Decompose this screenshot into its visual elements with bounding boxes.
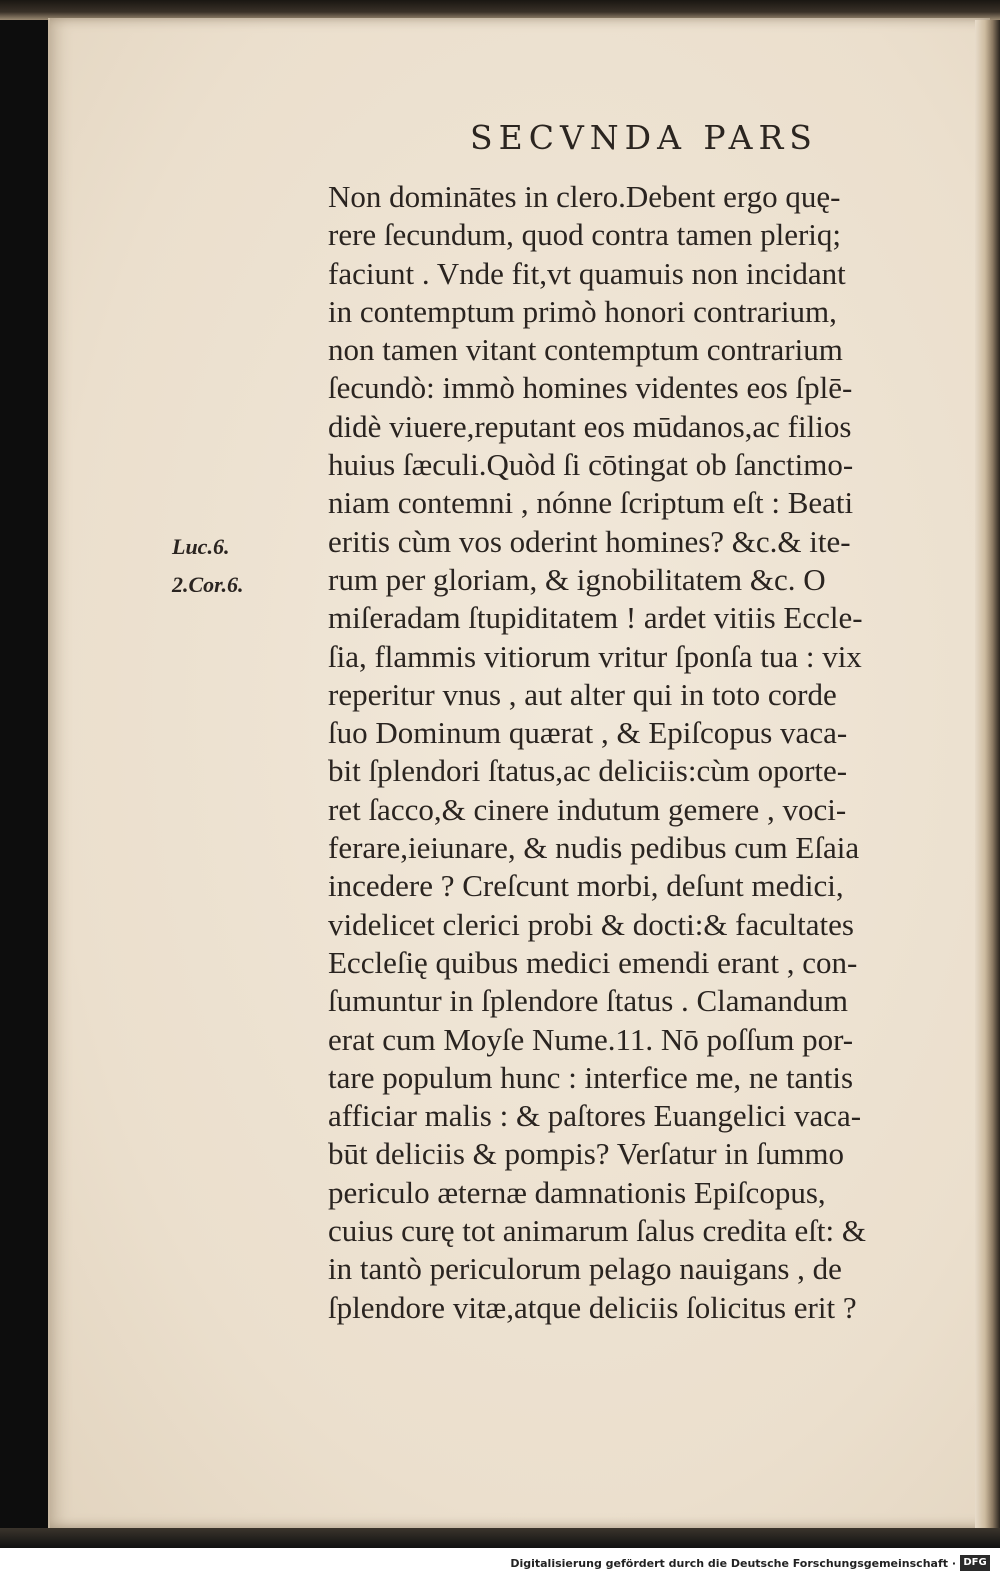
scan-top-edge bbox=[0, 0, 1000, 20]
scan-bottom-edge bbox=[0, 1528, 1000, 1548]
text-line: faciunt . Vnde fit,vt quamuis non incidant bbox=[328, 255, 846, 291]
text-line: ſumuntur in ſplendore ſtatus . Clamandum bbox=[328, 983, 849, 1019]
text-line: incedere ? Creſcunt morbi, deſunt medici, bbox=[328, 868, 844, 904]
text-line: ſplendore vitæ,atque deliciis ſolicitus erit ? bbox=[328, 1289, 857, 1325]
body-text bbox=[328, 178, 978, 1327]
text-line: ferare,ieiunare, & nudis pedibus cum Eſaia bbox=[328, 830, 860, 866]
marginal-note-corinthians: 2.Cor.6. bbox=[172, 572, 244, 597]
text-line: niam contemni , nónne ſcriptum eſt : Beati bbox=[328, 485, 854, 521]
page-edge bbox=[975, 20, 1000, 1530]
text-line: didè viuere,reputant eos mūdanos,ac filios bbox=[328, 408, 852, 444]
text-line: miſeradam ſtupiditatem ! ardet vitiis Eccle- bbox=[328, 600, 863, 636]
text-line: bit ſplendori ſtatus,ac deliciis:cùm oporte- bbox=[328, 753, 848, 789]
marginal-note-luke: Luc.6. bbox=[172, 534, 230, 559]
text-line: in contemptum primò honori contrarium, bbox=[328, 293, 837, 329]
digitization-footer bbox=[0, 1548, 1000, 1580]
text-line: rere ſecundum, quod contra tamen pleriq; bbox=[328, 217, 842, 253]
funding-credit: Digitalisierung gefördert durch die Deutsche Forschungsgemeinschaft · bbox=[510, 1557, 956, 1570]
text-line: reperitur vnus , aut alter qui in toto corde bbox=[328, 676, 837, 712]
text-line: ſia, flammis vitiorum vritur ſponſa tua : vix bbox=[328, 638, 862, 674]
text-line: ſuo Dominum quærat , & Epiſcopus vaca- bbox=[328, 715, 848, 751]
text-line: būt deliciis & pompis? Verſatur in ſummo bbox=[328, 1136, 845, 1172]
text-line: non tamen vitant contemptum contrarium bbox=[328, 332, 843, 368]
text-line: eritis cùm vos oderint homines? &c.& ite- bbox=[328, 523, 851, 559]
text-line: Eccleſię quibus medici emendi erant , con- bbox=[328, 944, 858, 980]
text-line: erat cum Moyſe Nume.11. Nō poſſum por- bbox=[328, 1021, 854, 1057]
dfg-logo: DFG bbox=[960, 1555, 990, 1571]
text-line: periculo æternæ damnationis Epiſcopus, bbox=[328, 1174, 826, 1210]
text-line: cuius curę tot animarum ſalus credita eſt: & bbox=[328, 1213, 867, 1249]
text-line: tare populum hunc : interfice me, ne tantis bbox=[328, 1059, 854, 1095]
text-line: ret ſacco,& cinere indutum gemere , voci- bbox=[328, 791, 847, 827]
running-head: SECVNDA PARS bbox=[470, 118, 818, 157]
text-line: videlicet clerici probi & docti:& facultates bbox=[328, 906, 854, 942]
text-line: rum per gloriam, & ignobilitatem &c. O bbox=[328, 561, 826, 597]
text-line: Non dominātes in clero.Debent ergo quę- bbox=[328, 179, 841, 214]
text-line: in tantò periculorum pelago nauigans , de bbox=[328, 1251, 842, 1287]
text-line: afficiar malis : & paſtores Euangelici vaca- bbox=[328, 1098, 862, 1134]
text-line: ſecundò: immò homines videntes eos ſplē- bbox=[328, 370, 853, 406]
text-line: huius ſæculi.Quòd ſi cōtingat ob ſanctimo- bbox=[328, 447, 854, 483]
